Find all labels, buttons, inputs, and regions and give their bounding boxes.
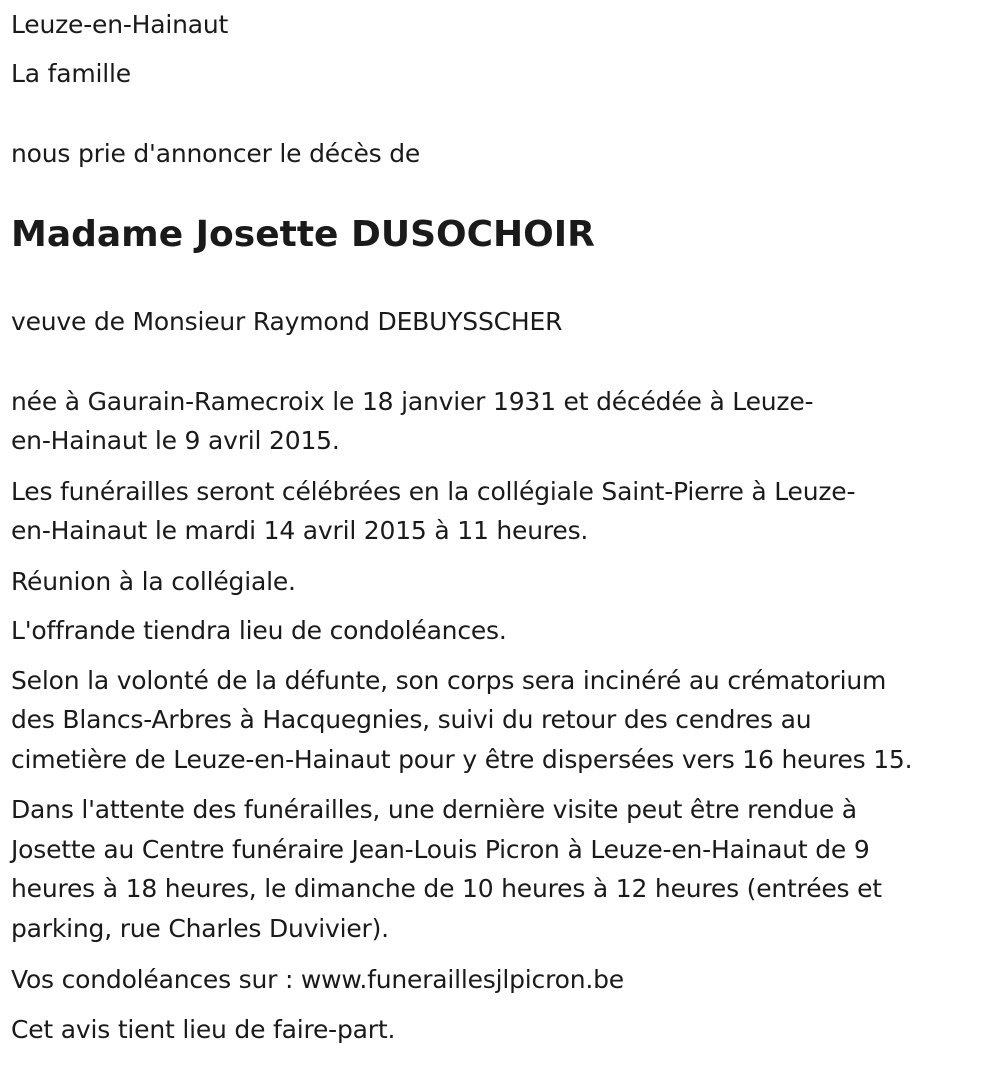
visit-line-4: parking, rue Charles Duvivier). (11, 914, 389, 943)
visit-line-2: Josette au Centre funéraire Jean-Louis Picron à Leuze-en-Hainaut de 9 (11, 835, 870, 864)
announce-text: nous prie d'annoncer le décès de (11, 139, 421, 168)
cremation-line-2: des Blancs-Arbres à Hacquegnies, suivi du retour des cendres au (11, 705, 812, 734)
funeral-line-1: Les funérailles seront célébrées en la collégiale Saint-Pierre à Leuze- (11, 477, 856, 506)
location-text: Leuze-en-Hainaut (11, 10, 229, 39)
meeting-text: Réunion à la collégiale. (11, 567, 296, 596)
funeral-line-2: en-Hainaut le mardi 14 avril 2015 à 11 heures. (11, 516, 589, 545)
condolences-text: Vos condoléances sur : www.funeraillesjlpicron.be (11, 965, 624, 994)
cremation-line-3: cimetière de Leuze-en-Hainaut pour y être dispersées vers 16 heures 15. (11, 745, 913, 774)
visit-line-3: heures à 18 heures, le dimanche de 10 heures à 12 heures (entrées et (11, 874, 882, 903)
spouse-text: veuve de Monsieur Raymond DEBUYSSCHER (11, 307, 563, 336)
cremation-line-1: Selon la volonté de la défunte, son corps sera incinéré au crématorium (11, 666, 887, 695)
deceased-name: Madame Josette DUSOCHOIR (11, 214, 595, 255)
closing-text: Cet avis tient lieu de faire-part. (11, 1015, 396, 1044)
birth-death-line-2: en-Hainaut le 9 avril 2015. (11, 426, 340, 455)
birth-death-line-1: née à Gaurain-Ramecroix le 18 janvier 1931 et décédée à Leuze- (11, 387, 814, 416)
visit-line-1: Dans l'attente des funérailles, une dernière visite peut être rendue à (11, 795, 857, 824)
offering-text: L'offrande tiendra lieu de condoléances. (11, 616, 507, 645)
family-text: La famille (11, 59, 131, 88)
